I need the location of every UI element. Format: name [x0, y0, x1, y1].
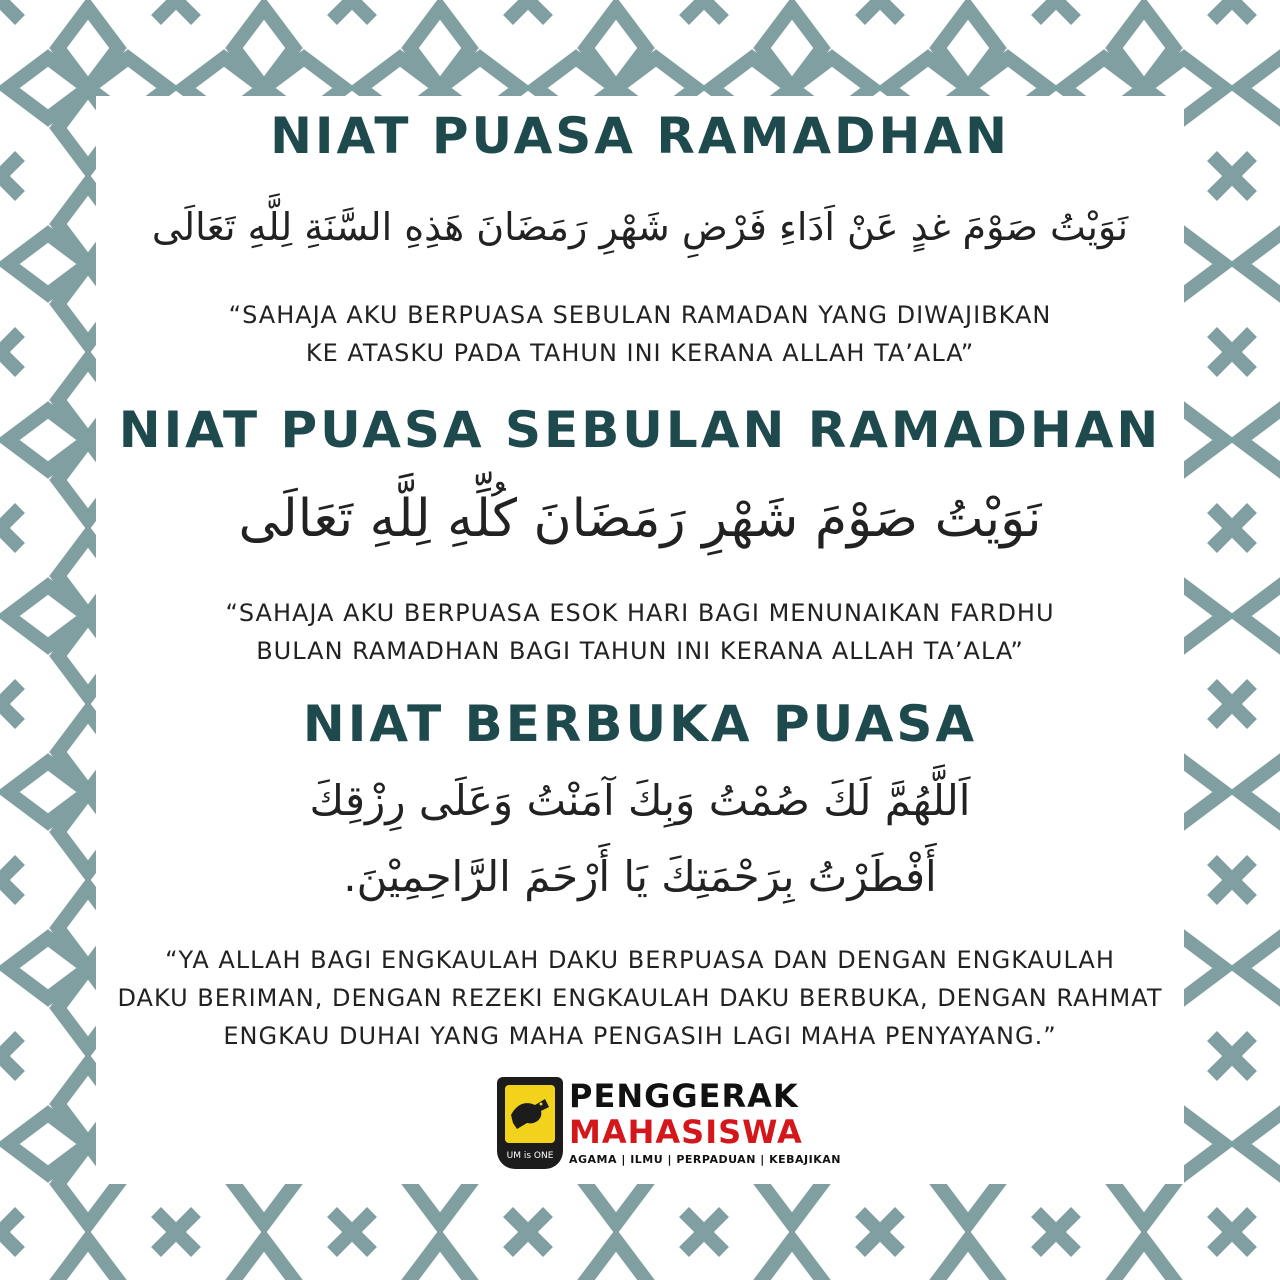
translation-line: BULAN RAMADHAN BAGI TAHUN INI KERANA ALLAH TA’ALA” — [256, 637, 1024, 665]
heading-niat-berbuka-puasa: NIAT BERBUKA PUASA — [302, 695, 978, 753]
logo-badge-text: UM is ONE — [506, 1151, 554, 1161]
translation-line: DAKU BERIMAN, DENGAN REZEKI ENGKAULAH DAKU BERBUKA, DENGAN RAHMAT — [117, 984, 1163, 1012]
logo-tagline: AGAMA | ILMU | PERPADUAN | KEBAJIKAN — [569, 1153, 841, 1166]
translation-text — [0, 296, 1280, 372]
translation-text — [0, 594, 1280, 670]
logo-title-penggerak: PENGGERAK — [569, 1077, 799, 1115]
translation-line: “SAHAJA AKU BERPUASA ESOK HARI BAGI MENUNAIKAN FARDHU — [225, 599, 1055, 627]
logo-emblem — [497, 1077, 563, 1169]
heading-niat-puasa-sebulan-ramadhan: NIAT PUASA SEBULAN RAMADHAN — [118, 401, 1162, 459]
arabic-text: نَوَيْتُ صَوْمَ شَهْرِ رَمَضَانَ كُلِّهِ لِلَّهِ تَعَالَى — [238, 489, 1042, 549]
translation-line: “YA ALLAH BAGI ENGKAULAH DAKU BERPUASA DAN DENGAN ENGKAULAH — [165, 946, 1115, 974]
heading-niat-puasa-ramadhan: NIAT PUASA RAMADHAN — [270, 107, 1010, 165]
translation-line: ENGKAU DUHAI YANG MAHA PENGASIH LAGI MAHA PENYAYANG.” — [223, 1022, 1057, 1050]
translation-line: “SAHAJA AKU BERPUASA SEBULAN RAMADAN YANG DIWAJIBKAN — [228, 301, 1052, 329]
arabic-text: نَوَيْتُ صَوْمَ غدٍ عَنْ اَدَاءِ فَرْضِ شَهْرِ رَمَضَانَ هَذِهِ السَّنَةِ لِلَّهِ تَعَالَى — [151, 205, 1129, 249]
penggerak-mahasiswa-logo — [497, 1077, 841, 1172]
translation-text — [0, 941, 1280, 1055]
logo-title-mahasiswa: MAHASISWA — [569, 1113, 803, 1151]
tiger-emblem-icon — [505, 1085, 555, 1143]
arabic-text-line-2: أَفْطَرْتُ بِرَحْمَتِكَ يَا أَرْحَمَ الرَّاحِمِيْنَ. — [343, 852, 937, 901]
arabic-text-line-1: اَللَّهُمَّ لَكَ صُمْتُ وَبِكَ آمَنْتُ وَعَلَى رِزْقِكَ — [309, 776, 971, 825]
translation-line: KE ATASKU PADA TAHUN INI KERANA ALLAH TA’ALA” — [305, 339, 975, 367]
